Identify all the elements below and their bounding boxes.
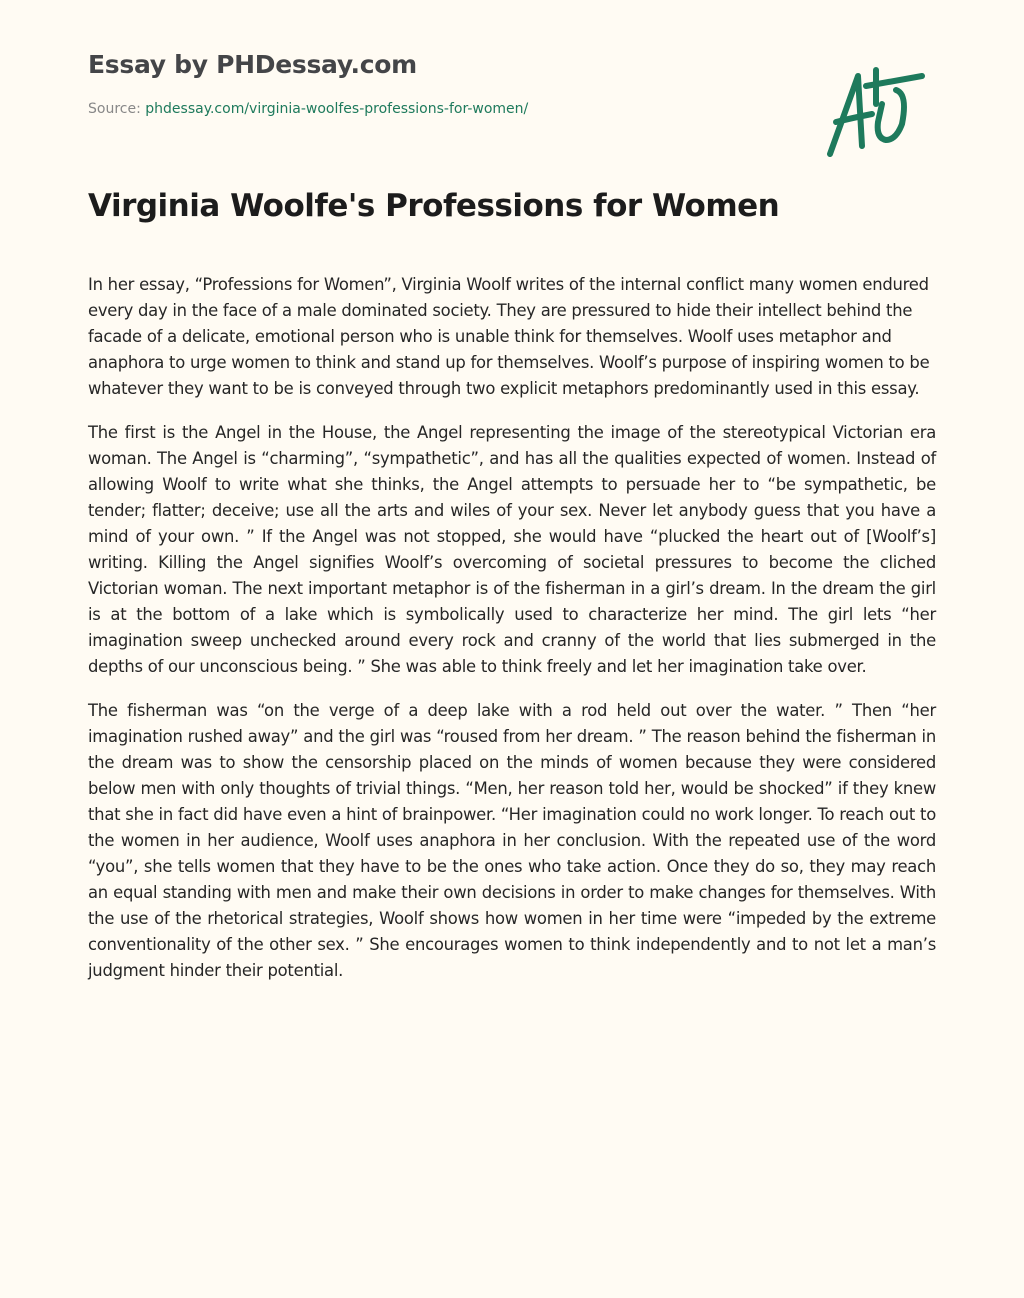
essay-body — [88, 272, 936, 1002]
site-title: Essay by PHDessay.com — [88, 50, 417, 79]
paragraph: In her essay, “Professions for Women”, Virginia Woolf writes of the internal conflict many women endured every day in the face of a male dominated society. They are pressured to hide their intellect behind the facade of a delicate, emotional person who is unable think for themselves. Woolf uses metaphor and anaphora to urge women to think and stand up for themselves. Woolf’s purpose of inspiring women to be whatever they want to be is conveyed through two explicit metaphors predominantly used in this essay. — [88, 275, 930, 398]
a-plus-logo-icon — [822, 64, 932, 164]
source-link[interactable]: phdessay.com/virginia-woolfes-professions-for-women/ — [145, 101, 529, 117]
source-line — [88, 101, 528, 117]
source-label: Source: — [88, 101, 146, 117]
paragraph: The fisherman was “on the verge of a deep lake with a rod held out over the water. ” Then “her imagination rushed away” and the girl was “roused from her dream. ” The reason behind the fisherman in the dream was to show the censorship placed on the minds of women because they were considered below men with only thoughts of trivial things. “Men, her reason told her, would be shocked” if they knew that she in fact did have even a hint of brainpower. “Her imagination could no work longer. To reach out to the women in her audience, Woolf uses anaphora in her conclusion. With the repeated use of the word “you”, she tells women that they have to be the ones who take action. Once they do so, they may reach an equal standing with men and make their own decisions in order to make changes for themselves. With the use of the rhetorical strategies, Woolf shows how women in her time were “impeded by the extreme conventionality of the other sex. ” She encourages women to think independently and to not let a man’s judgment hinder their potential. — [88, 701, 936, 980]
paragraph: The first is the Angel in the House, the Angel representing the image of the stereotypical Victorian era woman. The Angel is “charming”, “sympathetic”, and has all the qualities expected of women. Instead of allowing Woolf to write what she thinks, the Angel attempts to persuade her to “be sympathetic, be tender; flatter; deceive; use all the arts and wiles of your sex. Never let anybody guess that you have a mind of your own. ” If the Angel was not stopped, she would have “plucked the heart out of [Woolf’s] writing. Killing the Angel signifies Woolf’s overcoming of societal pressures to become the cliched Victorian woman. The next important metaphor is of the fisherman in a girl’s dream. In the dream the girl is at the bottom of a lake which is symbolically used to characterize her mind. The girl lets “her imagination sweep unchecked around every rock and cranny of the world that lies submerged in the depths of our unconscious being. ” She was able to think freely and let her imagination take over. — [88, 423, 936, 676]
page-title: Virginia Woolfe's Professions for Women — [88, 188, 780, 224]
